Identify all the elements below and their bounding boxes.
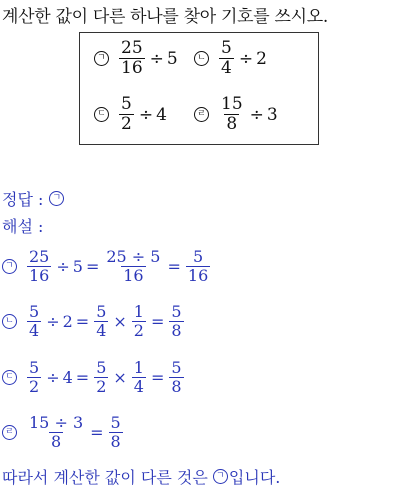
choices-box xyxy=(79,32,319,145)
step-a: ㄱ $\frac{25}{16}$ ÷ 5 = $\frac{25 \div 5}{16}$ = $\frac{5}{16}$ xyxy=(2,248,212,285)
choice-c-fraction: $\frac{5}{2}$ xyxy=(121,94,132,134)
choice-c: ㄷ $\frac{5}{2}$ ÷ 4 xyxy=(94,95,167,134)
step-d-mark: ㄹ xyxy=(2,425,17,440)
choice-d-fraction: $\frac{15}{8}$ xyxy=(221,94,243,134)
choice-b-fraction: $\frac{5}{4}$ xyxy=(221,38,232,78)
step-c-mark: ㄷ xyxy=(2,370,17,385)
conclusion: 따라서 계산한 값이 다른 것은 ㄱ 입니다. xyxy=(2,465,280,488)
choice-d: ㄹ $\frac{15}{8}$ ÷ 3 xyxy=(194,95,278,134)
choice-a-fraction: $\frac{25}{16}$ xyxy=(121,38,143,78)
answer-line xyxy=(2,187,72,210)
conclusion-mark: ㄱ xyxy=(213,469,228,484)
choice-d-mark: ㄹ xyxy=(194,107,209,122)
step-b-mark: ㄴ xyxy=(2,314,17,329)
choice-c-mark: ㄷ xyxy=(94,107,109,122)
answer-mark: ㄱ xyxy=(49,191,64,206)
choice-b: ㄴ $\frac{5}{4}$ ÷ 2 xyxy=(194,39,267,78)
answer-label: 정답 : xyxy=(2,190,44,209)
choice-a-mark: ㄱ xyxy=(94,51,109,66)
choice-b-mark: ㄴ xyxy=(194,51,209,66)
conclusion-text: 따라서 계산한 값이 다른 것은 xyxy=(2,468,213,487)
choice-a: ㄱ $\frac{25}{16}$ ÷ 5 xyxy=(94,39,178,78)
explanation-label: 해설 : xyxy=(2,217,44,236)
step-c: ㄷ $\frac{5}{2}$ ÷ 4 = $\frac{5}{2}$ × $\frac{1}{4}$ = $\frac{5}{8}$ xyxy=(2,359,186,396)
step-a-mark: ㄱ xyxy=(2,259,17,274)
step-d: ㄹ $\frac{15 \div 3}{8}$ = $\frac{5}{8}$ xyxy=(2,414,125,451)
step-b: ㄴ $\frac{5}{4}$ ÷ 2 = $\frac{5}{4}$ × $\frac{1}{2}$ = $\frac{5}{8}$ xyxy=(2,303,186,340)
question-text: 계산한 값이 다른 하나를 찾아 기호를 쓰시오. xyxy=(2,7,328,27)
